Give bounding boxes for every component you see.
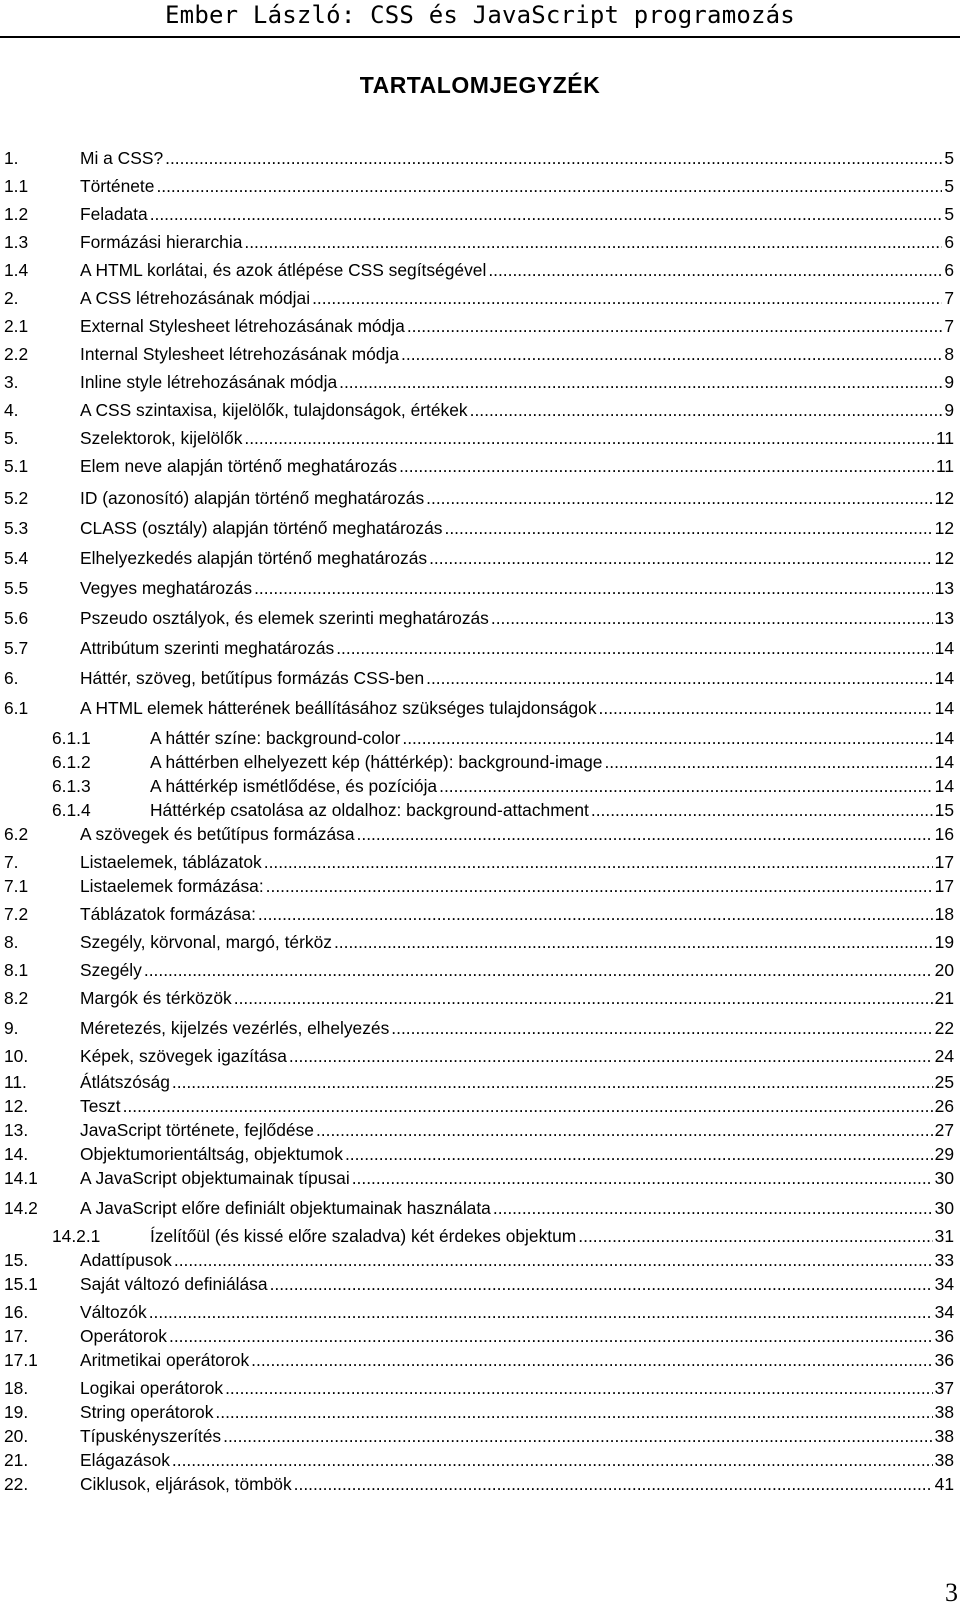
running-header-title: Ember László: CSS és JavaScript programozás: [165, 1, 795, 29]
toc-heading: TARTALOMJEGYZÉK: [359, 72, 601, 98]
toc-entry-title[interactable]: A háttér színe: background-color: [150, 728, 401, 748]
toc-entry-title[interactable]: JavaScript története, fejlődése: [80, 1120, 314, 1140]
toc-entry[interactable]: [0, 547, 960, 569]
toc-entry-page: 5: [944, 176, 954, 196]
toc-entry-page: 5: [944, 204, 954, 224]
toc-entry-title[interactable]: Operátorok: [80, 1326, 167, 1346]
toc-entry-title[interactable]: A HTML elemek hátterének beállításához szükséges tulajdonságok: [80, 698, 597, 718]
toc-entry-title[interactable]: A HTML korlátai, és azok átlépése CSS segítségével: [80, 260, 487, 280]
toc-entry-title[interactable]: Attribútum szerinti meghatározás: [80, 638, 335, 658]
toc-entry-number: 13.: [4, 1120, 29, 1140]
toc-entry-number: 6.: [4, 668, 19, 688]
toc-leader-dots: [439, 775, 933, 797]
toc-leader-dots: [336, 637, 932, 659]
toc-leader-dots: [225, 1377, 933, 1399]
toc-entry-page: 9: [944, 372, 954, 392]
toc-entry[interactable]: [0, 1473, 960, 1495]
toc-entry-page: 19: [934, 932, 954, 952]
toc-entry[interactable]: [0, 315, 960, 337]
toc-entry-page: 14: [934, 728, 954, 748]
toc-entry-page: 13: [934, 608, 954, 628]
toc-entry-number: 2.: [4, 288, 19, 308]
toc-entry-number: 17.: [4, 1326, 29, 1346]
toc-entry-page: 7: [944, 288, 954, 308]
toc-entry-page: 14: [934, 776, 954, 796]
toc-entry-number: 14.1: [4, 1168, 38, 1188]
toc-entry-page: 38: [934, 1450, 954, 1470]
toc-entry-title[interactable]: Táblázatok formázása:: [80, 904, 256, 924]
toc-entry-number: 14.2.1: [52, 1226, 101, 1246]
toc-entry-title[interactable]: External Stylesheet létrehozásának módja: [80, 316, 405, 336]
toc-leader-dots: [223, 1425, 933, 1447]
toc-entry-number: 1.4: [4, 260, 29, 280]
toc-entry-title[interactable]: A JavaScript előre definiált objektumainak használata: [80, 1198, 491, 1218]
toc-entry-title[interactable]: Aritmetikai operátorok: [80, 1350, 250, 1370]
toc-leader-dots: [345, 1143, 933, 1165]
toc-entry-number: 8.: [4, 932, 19, 952]
toc-entry[interactable]: [0, 577, 960, 599]
toc-leader-dots: [169, 1325, 933, 1347]
toc-entry-number: 1.2: [4, 204, 29, 224]
toc-entry-title[interactable]: Adattípusok: [80, 1250, 172, 1270]
toc-entry[interactable]: [0, 1095, 960, 1117]
toc-entry-number: 7.1: [4, 876, 29, 896]
toc-entry[interactable]: [0, 231, 960, 253]
toc-entry-page: 8: [944, 344, 954, 364]
toc-entry-title[interactable]: Elem neve alapján történő meghatározás: [80, 456, 398, 476]
toc-entry[interactable]: [0, 517, 960, 539]
toc-leader-dots: [150, 203, 943, 225]
toc-entry[interactable]: [0, 751, 960, 773]
toc-entry-title[interactable]: A háttérben elhelyezett kép (háttérkép): background-image: [150, 752, 603, 772]
toc-entry-number: 22.: [4, 1474, 29, 1494]
toc-leader-dots: [144, 959, 933, 981]
toc-leader-dots: [149, 1301, 933, 1323]
toc-leader-dots: [258, 903, 933, 925]
toc-entry-page: 33: [934, 1250, 954, 1270]
toc-entry-title[interactable]: Pszeudo osztályok, és elemek szerinti meghatározás: [80, 608, 489, 628]
toc-entry-number: 8.1: [4, 960, 29, 980]
toc-entry-title[interactable]: Objektumorientáltság, objektumok: [80, 1144, 343, 1164]
toc-entry-title[interactable]: Teszt: [80, 1096, 121, 1116]
toc-entry-number: 21.: [4, 1450, 29, 1470]
toc-entry-title[interactable]: Története: [80, 176, 155, 196]
toc-entry-number: 16.: [4, 1302, 29, 1322]
toc-entry-page: 12: [934, 488, 954, 508]
toc-entry[interactable]: [0, 1167, 960, 1189]
toc-leader-dots: [426, 667, 933, 689]
toc-entry-page: 5: [944, 148, 954, 168]
toc-leader-dots: [244, 231, 942, 253]
toc-entry-title[interactable]: Változók: [80, 1302, 147, 1322]
toc-entry-title[interactable]: Szegély, körvonal, margó, térköz: [80, 932, 332, 952]
toc-entry-title[interactable]: Feladata: [80, 204, 148, 224]
toc-entry[interactable]: [0, 1119, 960, 1141]
toc-entry[interactable]: [0, 1143, 960, 1165]
toc-entry-number: 5.6: [4, 608, 29, 628]
toc-entry[interactable]: [0, 175, 960, 197]
toc-entry-number: 6.2: [4, 824, 29, 844]
toc-entry[interactable]: [0, 259, 960, 281]
toc-entry[interactable]: [0, 851, 960, 873]
toc-leader-dots: [172, 1071, 933, 1093]
page-number: 3: [945, 1578, 958, 1607]
toc-entry-page: 27: [934, 1120, 954, 1140]
toc-entry-title[interactable]: Képek, szövegek igazítása: [80, 1046, 287, 1066]
toc-entry-number: 6.1.3: [52, 776, 91, 796]
toc-entry-title[interactable]: Listaelemek, táblázatok: [80, 852, 262, 872]
toc-entry-title[interactable]: Inline style létrehozásának módja: [80, 372, 338, 392]
toc-entry-number: 6.1.4: [52, 800, 91, 820]
toc-entry[interactable]: [0, 987, 960, 1009]
toc-entry[interactable]: [0, 775, 960, 797]
toc-entry-page: 30: [934, 1198, 954, 1218]
toc-entry-page: 12: [934, 548, 954, 568]
toc-entry-title[interactable]: Margók és térközök: [80, 988, 232, 1008]
toc-leader-dots: [604, 751, 932, 773]
toc-leader-dots: [312, 287, 942, 309]
toc-leader-dots: [493, 1197, 933, 1219]
toc-entry-page: 36: [934, 1350, 954, 1370]
toc-entry[interactable]: [0, 371, 960, 393]
toc-entry-page: 26: [934, 1096, 954, 1116]
toc-entry-title[interactable]: CLASS (osztály) alapján történő meghatározás: [80, 518, 443, 538]
toc-leader-dots: [316, 1119, 933, 1141]
toc-entry-page: 29: [934, 1144, 954, 1164]
toc-entry-title[interactable]: A JavaScript objektumainak típusai: [80, 1168, 350, 1188]
toc-entry-number: 1.3: [4, 232, 29, 252]
header-rule: [0, 36, 960, 38]
toc-entry-number: 10.: [4, 1046, 29, 1066]
toc-entry[interactable]: [0, 1377, 960, 1399]
toc-entry-number: 5.3: [4, 518, 29, 538]
toc-entry[interactable]: [0, 637, 960, 659]
toc-leader-dots: [401, 343, 942, 365]
toc-entry-title[interactable]: Ciklusok, eljárások, tömbök: [80, 1474, 292, 1494]
toc-entry-page: 12: [934, 518, 954, 538]
toc-leader-dots: [254, 577, 933, 599]
toc-leader-dots: [599, 697, 933, 719]
toc-leader-dots: [156, 175, 942, 197]
toc-entry-number: 2.2: [4, 344, 29, 364]
toc-entry[interactable]: [0, 1325, 960, 1347]
toc-entry[interactable]: [0, 1071, 960, 1093]
toc-entry-number: 2.1: [4, 316, 29, 336]
toc-entry-number: 20.: [4, 1426, 29, 1446]
toc-entry-title[interactable]: A szövegek és betűtípus formázása: [80, 824, 355, 844]
toc-entry[interactable]: [0, 1449, 960, 1471]
toc-entry-title[interactable]: Vegyes meghatározás: [80, 578, 253, 598]
toc-leader-dots: [234, 987, 933, 1009]
toc-entry-number: 15.: [4, 1250, 29, 1270]
toc-entry-page: 41: [934, 1474, 954, 1494]
toc-entry-page: 14: [934, 668, 954, 688]
toc-leader-dots: [429, 547, 933, 569]
toc-entry-page: 34: [934, 1302, 954, 1322]
toc-entry-title[interactable]: Háttér, szöveg, betűtípus formázás CSS-ben: [80, 668, 425, 688]
toc-entry-number: 17.1: [4, 1350, 38, 1370]
toc-entry-page: 22: [934, 1018, 954, 1038]
toc-leader-dots: [270, 1273, 933, 1295]
toc-entry[interactable]: [0, 147, 960, 169]
toc-leader-dots: [251, 1349, 933, 1371]
toc-entry-page: 25: [934, 1072, 954, 1092]
toc-leader-dots: [391, 1017, 932, 1039]
toc-entry[interactable]: [0, 799, 960, 821]
toc-entry-number: 15.1: [4, 1274, 38, 1294]
toc-entry-number: 12.: [4, 1096, 29, 1116]
toc-entry-number: 3.: [4, 372, 19, 392]
toc-entry-number: 14.2: [4, 1198, 38, 1218]
toc-entry[interactable]: [0, 343, 960, 365]
toc-leader-dots: [399, 455, 934, 477]
toc-entry-page: 34: [934, 1274, 954, 1294]
toc-entry[interactable]: [0, 959, 960, 981]
toc-entry[interactable]: [0, 697, 960, 719]
toc-entry-page: 6: [944, 260, 954, 280]
toc-leader-dots: [174, 1249, 933, 1271]
toc-entry[interactable]: [0, 1017, 960, 1039]
toc-entry-number: 5.: [4, 428, 19, 448]
toc-leader-dots: [445, 517, 933, 539]
toc-entry-page: 14: [934, 638, 954, 658]
toc-leader-dots: [470, 399, 943, 421]
toc-entry-title[interactable]: Szelektorok, kijelölők: [80, 428, 243, 448]
toc-leader-dots: [244, 427, 934, 449]
toc-leader-dots: [578, 1225, 932, 1247]
toc-entry-number: 4.: [4, 400, 19, 420]
toc-entry-title[interactable]: Elágazások: [80, 1450, 170, 1470]
toc-leader-dots: [294, 1473, 933, 1495]
toc-entry-page: 11: [935, 456, 954, 476]
toc-entry-number: 19.: [4, 1402, 29, 1422]
toc-leader-dots: [264, 851, 933, 873]
toc-entry[interactable]: [0, 1045, 960, 1067]
toc-leader-dots: [289, 1045, 933, 1067]
toc-entry-title[interactable]: Logikai operátorok: [80, 1378, 224, 1398]
toc-leader-dots: [352, 1167, 933, 1189]
toc-leader-dots: [402, 727, 932, 749]
toc-entry-number: 6.1: [4, 698, 29, 718]
toc-entry-page: 36: [934, 1326, 954, 1346]
toc-entry-title[interactable]: Formázási hierarchia: [80, 232, 243, 252]
toc-entry[interactable]: [0, 1301, 960, 1323]
toc-entry[interactable]: [0, 667, 960, 689]
toc-leader-dots: [407, 315, 943, 337]
toc-entry-number: 1.: [4, 148, 19, 168]
toc-entry-page: 9: [944, 400, 954, 420]
toc-leader-dots: [591, 799, 933, 821]
toc-entry-page: 18: [934, 904, 954, 924]
toc-entry-page: 14: [934, 698, 954, 718]
toc-entry[interactable]: [0, 823, 960, 845]
toc-entry[interactable]: [0, 1225, 960, 1247]
toc-leader-dots: [165, 147, 942, 169]
toc-entry-number: 7.2: [4, 904, 29, 924]
toc-entry-page: 31: [934, 1226, 954, 1246]
toc-entry-number: 5.5: [4, 578, 29, 598]
toc-leader-dots: [266, 875, 933, 897]
toc-entry-number: 11.: [4, 1072, 27, 1092]
toc-entry-title[interactable]: Átlátszóság: [80, 1072, 170, 1092]
toc-entry-number: 5.1: [4, 456, 29, 476]
toc-entry-page: 20: [934, 960, 954, 980]
toc-entry-number: 6.1.1: [52, 728, 91, 748]
toc-entry-page: 37: [934, 1378, 954, 1398]
toc-entry[interactable]: [0, 903, 960, 925]
toc-entry-page: 38: [934, 1402, 954, 1422]
toc-entry-number: 5.2: [4, 488, 29, 508]
toc-entry-title[interactable]: Ízelítőül (és kissé előre szaladva) két érdekes objektum: [150, 1226, 577, 1246]
toc-leader-dots: [426, 487, 933, 509]
toc-entry[interactable]: [0, 427, 960, 449]
toc-leader-dots: [491, 607, 933, 629]
toc-leader-dots: [339, 371, 942, 393]
toc-leader-dots: [172, 1449, 933, 1471]
toc-entry-page: 16: [934, 824, 954, 844]
toc-entry-page: 24: [934, 1046, 954, 1066]
toc-entry[interactable]: [0, 1349, 960, 1371]
toc-entry-page: 14: [934, 752, 954, 772]
toc-entry-title[interactable]: Méretezés, kijelzés vezérlés, elhelyezés: [80, 1018, 390, 1038]
toc-entry-page: 17: [934, 876, 954, 896]
toc-entry[interactable]: [0, 1425, 960, 1447]
toc-entry-page: 17: [934, 852, 954, 872]
toc-entry-page: 13: [934, 578, 954, 598]
toc-entry[interactable]: [0, 875, 960, 897]
toc-entry-page: 21: [934, 988, 954, 1008]
toc-entry-page: 7: [944, 316, 954, 336]
toc-entry-number: 5.4: [4, 548, 29, 568]
toc-entry-title[interactable]: Háttérkép csatolása az oldalhoz: background-attachment: [150, 800, 589, 820]
toc-entry-number: 14.: [4, 1144, 29, 1164]
toc-entry-title[interactable]: Saját változó definiálása: [80, 1274, 268, 1294]
toc-entry-title[interactable]: String operátorok: [80, 1402, 214, 1422]
toc-entry[interactable]: [0, 1249, 960, 1271]
toc-entry[interactable]: [0, 1273, 960, 1295]
toc-entry-number: 5.7: [4, 638, 29, 658]
toc-entry-number: 6.1.2: [52, 752, 91, 772]
toc-entry-title[interactable]: Elhelyezkedés alapján történő meghatározás: [80, 548, 428, 568]
toc-entry-title[interactable]: Szegély: [80, 960, 142, 980]
toc-entry[interactable]: [0, 287, 960, 309]
toc-entry-number: 9.: [4, 1018, 19, 1038]
toc-entry-number: 18.: [4, 1378, 29, 1398]
toc-entry-title[interactable]: ID (azonosító) alapján történő meghatározás: [80, 488, 425, 508]
toc-leader-dots: [488, 259, 942, 281]
toc-entry-title[interactable]: A CSS létrehozásának módjai: [80, 288, 311, 308]
toc-entry[interactable]: [0, 727, 960, 749]
toc-entry-title[interactable]: Típuskényszerítés: [80, 1426, 222, 1446]
toc-entry-page: 6: [944, 232, 954, 252]
toc-entry-page: 38: [934, 1426, 954, 1446]
toc-entry-number: 7.: [4, 852, 19, 872]
toc-entry[interactable]: [0, 399, 960, 421]
toc-leader-dots: [123, 1095, 933, 1117]
toc-entry-title[interactable]: Listaelemek formázása:: [80, 876, 264, 896]
toc-leader-dots: [215, 1401, 932, 1423]
toc-entry[interactable]: [0, 607, 960, 629]
toc-leader-dots: [357, 823, 933, 845]
toc-entry-title[interactable]: Internal Stylesheet létrehozásának módja: [80, 344, 400, 364]
toc-entry[interactable]: [0, 455, 960, 477]
toc-entry[interactable]: [0, 487, 960, 509]
toc-entry[interactable]: [0, 203, 960, 225]
toc-entry-title[interactable]: A CSS szintaxisa, kijelölők, tulajdonságok, értékek: [80, 400, 468, 420]
toc-entry-page: 30: [934, 1168, 954, 1188]
toc-entry-number: 1.1: [4, 176, 29, 196]
toc-leader-dots: [334, 931, 933, 953]
toc-entry-page: 11: [935, 428, 954, 448]
toc-entry-page: 15: [934, 800, 954, 820]
toc-entry-number: 8.2: [4, 988, 29, 1008]
toc-entry[interactable]: [0, 1401, 960, 1423]
toc-entry[interactable]: [0, 1197, 960, 1219]
toc-entry-title[interactable]: A háttérkép ismétlődése, és pozíciója: [150, 776, 438, 796]
toc-entry[interactable]: [0, 931, 960, 953]
toc-entry-title[interactable]: Mi a CSS?: [80, 148, 164, 168]
